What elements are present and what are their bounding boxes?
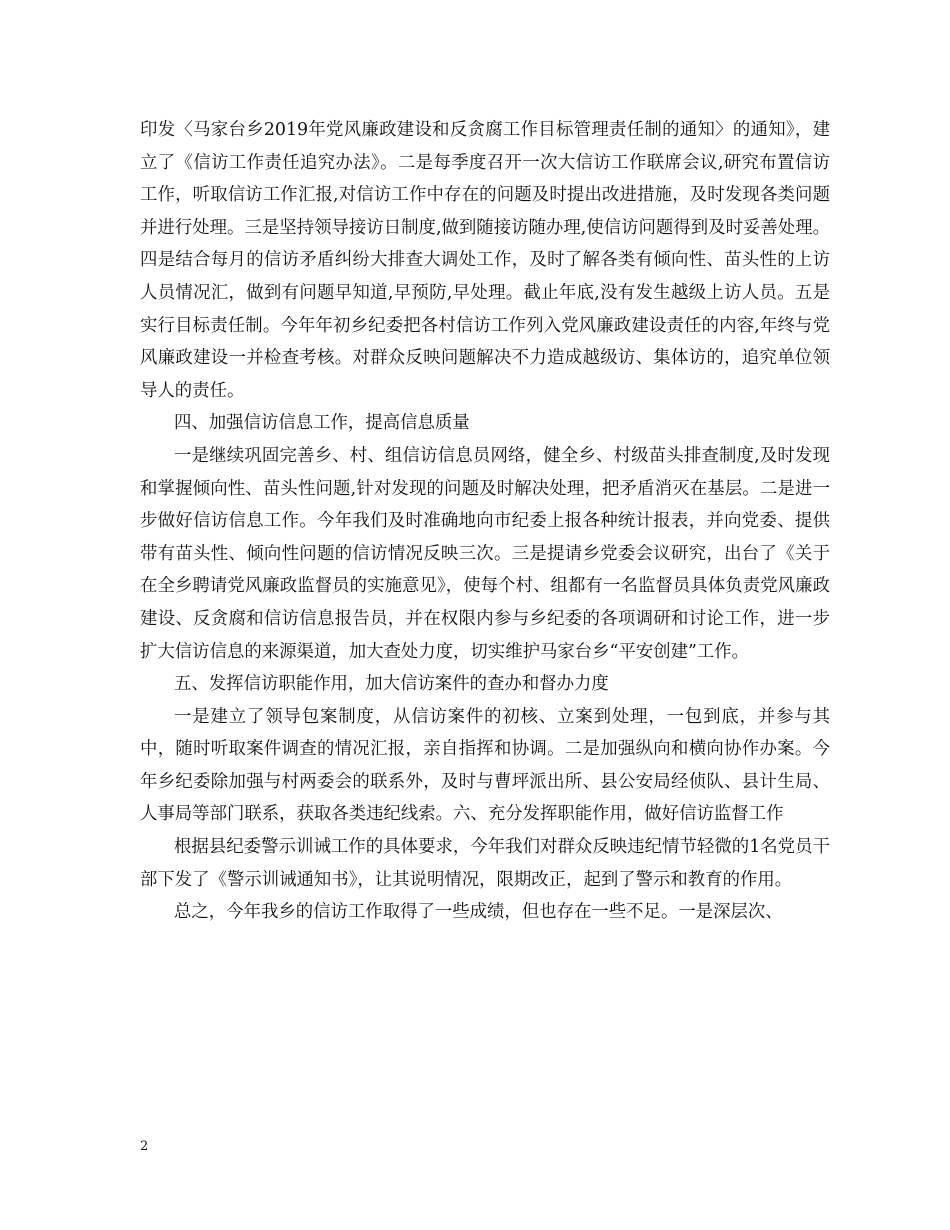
paragraph-text: 根据县纪委警示训诫工作的具体要求，今年我们对群众反映违纪情节轻微的1名党员干部下发了《警示训诫通知书》，让其说明情况，限期改正，起到了警示和教育的作用。 [140, 837, 830, 890]
paragraph-text: 总之，今年我乡的信访工作取得了一些成绩，但也存在一些不足。一是深层次、 [174, 902, 783, 923]
document-body [140, 114, 830, 929]
paragraph-text: 一是继续巩固完善乡、村、组信访信息员网络，健全乡、村级苗头排查制度,及时发现和掌握倾向性、苗头性问题,针对发现的问题及时解决处理，把矛盾消灭在基层。二是进一步做好信访信息工作。今年我们及时准确地向市纪委上报各种统计报表，并向党委、提供带有苗头性、倾向性问题的信访情况反映三次。三是提请乡党委会议研究，出台了《关于在全乡聘请党风廉政监督员的实施意见》，使每个村、组都有一名监督员具体负责党风廉政建设、反贪腐和信访信息报告员，并在权限内参与乡纪委的各项调研和讨论工作，进一步扩大信访信息的来源渠道，加大查处力度，切实维护马家台乡“平安创建”工作。 [140, 445, 830, 662]
section-heading: 五、发挥信访职能作用，加大信访案件的查办和督办力度 [174, 674, 609, 695]
page-number: 2 [140, 1139, 149, 1154]
section-heading: 四、加强信访信息工作，提高信息质量 [174, 413, 470, 434]
paragraph-text: 印发〈马家台乡2019年党风廉政建设和反贪腐工作目标管理责任制的通知〉的通知》，建立了《信访工作责任追究办法》。二是每季度召开一次大信访工作联席会议,研究布置信访工作，听取信访工作汇报,对信访工作中存在的问题及时提出改进措施，及时发现各类问题并进行处理。三是坚持领导接访日制度,做到随接访随办理,使信访问题得到及时妥善处理。四是结合每月的信访矛盾纠纷大排查大调处工作，及时了解各类有倾向性、苗头性的上访人员情况汇，做到有问题早知道,早预防,早处理。截止年底,没有发生越级上访人员。五是实行目标责任制。今年年初乡纪委把各村信访工作列入党风廉政建设责任的内容,年终与党风廉政建设一并检查考核。对群众反映问题解决不力造成越级访、集体访的，追究单位领导人的责任。 [140, 120, 830, 401]
paragraph-text: 一是建立了领导包案制度，从信访案件的初核、立案到处理，一包到底，并参与其中，随时听取案件调查的情况汇报，亲自指挥和协调。二是加强纵向和横向协作办案。今年乡纪委除加强与村两委会的联系外，及时与曹坪派出所、县公安局经侦队、县计生局、人事局等部门联系，获取各类违纪线索。六、充分发挥职能作用，做好信访监督工作 [140, 706, 830, 825]
